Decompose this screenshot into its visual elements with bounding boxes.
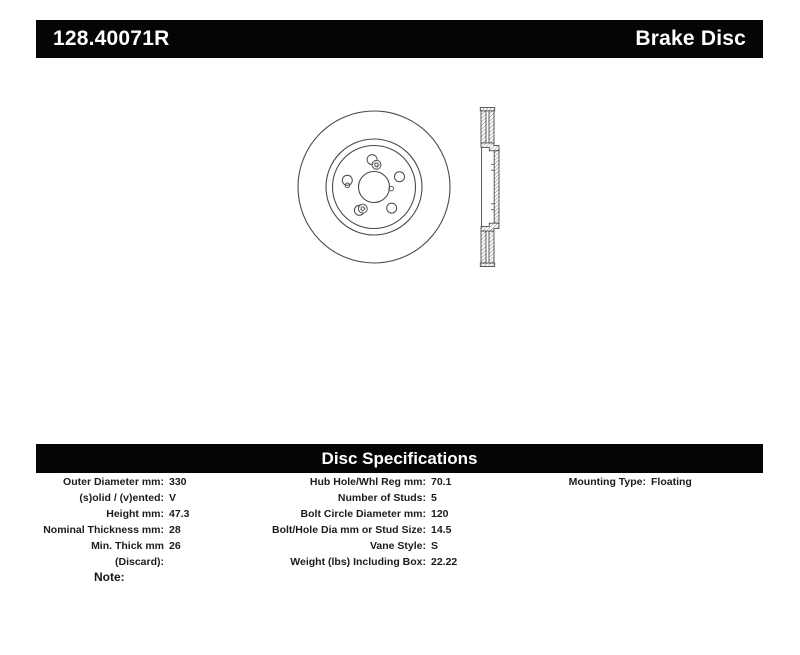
spec-value: 47.3 xyxy=(169,508,190,520)
spec-value: 14.5 xyxy=(431,524,452,536)
spec-label: Nominal Thickness mm: xyxy=(43,524,164,536)
spec-column-dimensions xyxy=(40,474,190,568)
spec-row xyxy=(236,474,457,490)
section-title: Disc Specifications xyxy=(321,448,478,468)
spec-row xyxy=(236,538,457,554)
spec-value: 26 xyxy=(169,540,181,552)
spec-value: 70.1 xyxy=(431,476,452,488)
spec-column-mounting xyxy=(518,474,692,490)
spec-value: 22.22 xyxy=(431,556,458,568)
part-number: 128.40071R xyxy=(53,27,170,50)
spec-value: 120 xyxy=(431,508,449,520)
spec-row xyxy=(236,506,457,522)
spec-label: Min. Thick mm (Discard): xyxy=(91,540,164,568)
center-hole xyxy=(359,172,390,203)
note-section xyxy=(94,570,125,584)
section-title-bar xyxy=(36,444,763,473)
spec-column-hub-studs xyxy=(236,474,457,570)
spec-row xyxy=(40,490,189,506)
disc-side-section-icon xyxy=(480,108,499,267)
spec-row xyxy=(40,538,189,568)
spec-label: Bolt/Hole Dia mm or Stud Size: xyxy=(271,524,426,536)
spec-row xyxy=(236,490,457,506)
spec-label: Outer Diameter mm: xyxy=(63,476,164,488)
technical-drawing xyxy=(278,93,512,277)
spec-row xyxy=(40,522,189,538)
spec-label: Mounting Type: xyxy=(568,476,646,488)
spec-value: Floating xyxy=(651,476,692,488)
spec-row xyxy=(518,474,692,490)
spec-value: 5 xyxy=(431,492,437,504)
spec-row xyxy=(236,554,457,570)
spec-row xyxy=(40,506,189,522)
spec-value: S xyxy=(431,540,439,552)
spec-value: V xyxy=(169,492,177,504)
spec-value: 28 xyxy=(169,524,181,536)
spec-row xyxy=(236,522,457,538)
header-bar xyxy=(36,20,763,58)
spec-label: Bolt Circle Diameter mm: xyxy=(300,508,426,520)
spec-label: Height mm: xyxy=(106,508,164,520)
spec-label: Hub Hole/Whl Reg mm: xyxy=(309,476,426,488)
small-holes xyxy=(345,183,393,191)
disc-front-view-icon xyxy=(298,111,450,263)
spec-label: (s)olid / (v)ented: xyxy=(79,492,164,504)
spec-label: Weight (lbs) Including Box: xyxy=(290,556,426,568)
note-label: Note: xyxy=(94,570,125,584)
product-type-title: Brake Disc xyxy=(635,27,746,50)
spec-row xyxy=(40,474,189,490)
spec-label: Vane Style: xyxy=(369,540,426,552)
spec-label: Number of Studs: xyxy=(337,492,426,504)
set-screw-holes xyxy=(358,160,381,213)
spec-value: 330 xyxy=(169,476,187,488)
